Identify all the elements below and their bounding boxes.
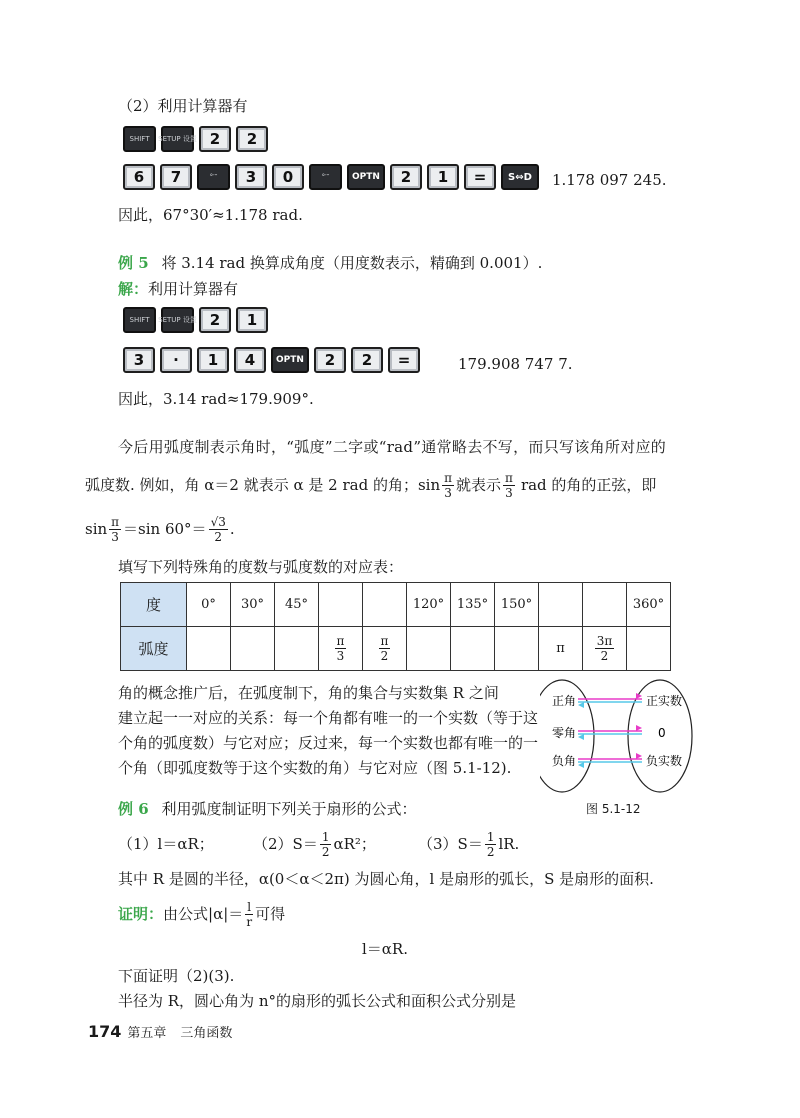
table-cell-radian	[583, 627, 627, 671]
fraction-pi-over-3	[503, 471, 515, 500]
frac-numerator: 1	[486, 829, 495, 844]
radian-value: π	[556, 641, 565, 656]
table-cell-radian	[539, 627, 583, 671]
frac-denominator: r	[246, 914, 253, 929]
example-5-label: 例 5	[118, 254, 149, 272]
solution-text: 利用计算器有	[148, 280, 239, 298]
fraction-sqrt3-over-2	[209, 515, 228, 544]
fraction-one-half	[485, 830, 497, 859]
calculator-key: °′″	[309, 164, 342, 190]
proof-label: 证明：	[118, 905, 164, 923]
para-text-b: 就表示	[456, 476, 502, 494]
frac-denominator: 3	[336, 649, 345, 663]
table-cell-radian	[187, 627, 231, 671]
frac-numerator: π	[336, 634, 345, 648]
sin-formula	[85, 512, 235, 546]
period: .	[229, 520, 235, 538]
calculator-key: ·	[160, 347, 192, 373]
table-cell-radian	[319, 627, 363, 671]
para-text-a: 弧度数. 例如，角 α＝2 就表示 α 是 2 rad 的角；sin	[85, 476, 441, 494]
sin-text: sin	[85, 520, 108, 538]
formula-2	[253, 830, 418, 859]
calculator-key: 2	[351, 347, 383, 373]
calculator-key: SETUP 设置	[161, 307, 194, 333]
frac-denominator: 2	[214, 529, 223, 544]
label-negative-angle: 负角	[552, 754, 577, 768]
calculator-key: 3	[235, 164, 267, 190]
calculator-key: 4	[234, 347, 266, 373]
example-5-text: 将 3.14 rad 换算成角度（用度数表示，精确到 0.001）.	[161, 254, 543, 272]
table-row-degrees	[121, 583, 671, 627]
frac-denominator: 2	[486, 844, 495, 859]
example-5	[118, 253, 542, 273]
example-6	[118, 799, 416, 819]
sector-formulas	[118, 826, 558, 862]
frac-denominator: 3	[505, 485, 513, 500]
label-negative-real: 负实数	[646, 754, 683, 768]
solution-line	[118, 279, 238, 299]
calculator-key: 2	[314, 347, 346, 373]
sin-equality: ＝sin 60°＝	[123, 520, 207, 538]
fill-table-prompt: 填写下列特殊角的度数与弧度数的对应表：	[118, 558, 404, 576]
frac-denominator: 3	[111, 529, 119, 544]
table-cell-degree: 150°	[495, 583, 539, 627]
fraction-one-half	[320, 830, 332, 859]
fraction-pi-over-3	[442, 471, 454, 500]
calculator-key: S⇔D	[501, 164, 539, 190]
table-cell-radian	[627, 627, 671, 671]
calc-intro-text: （2）利用计算器有	[118, 97, 248, 115]
frac-numerator: π	[111, 514, 120, 529]
calculator-key: °′″	[197, 164, 230, 190]
key-row-3	[123, 307, 268, 333]
key-row-1	[123, 126, 268, 152]
table-cell-degree: 135°	[451, 583, 495, 627]
proof-text-a: 由公式|α|＝	[163, 905, 244, 923]
mapping-figure	[540, 676, 700, 796]
table-cell-radian	[231, 627, 275, 671]
table-row-radians	[121, 627, 671, 671]
calculator-key: 1	[197, 347, 229, 373]
calculator-key: SHIFT	[123, 307, 156, 333]
calc-result-2: 179.908 747 7.	[458, 355, 573, 373]
arrowhead-icon	[636, 725, 642, 731]
calculator-key: 0	[272, 164, 304, 190]
calculator-key: 3	[123, 347, 155, 373]
calculator-key: 2	[390, 164, 422, 190]
frac-numerator: 1	[321, 829, 330, 844]
table-cell-degree	[539, 583, 583, 627]
paragraph-2-line: 建立起一一对应的关系：每一个角都有唯一的一个实数（等于这	[118, 709, 539, 727]
calculator-key: 2	[199, 307, 231, 333]
conclusion-1: 因此，67°30′≈1.178 rad.	[118, 206, 303, 224]
solution-label: 解：	[118, 280, 149, 298]
arrowhead-icon	[636, 753, 642, 759]
variables-explanation: 其中 R 是圆的半径，α(0＜α＜2π) 为圆心角，l 是扇形的弧长，S 是扇形的面积.	[118, 870, 654, 888]
table-cell-degree	[319, 583, 363, 627]
calculator-key: 7	[160, 164, 192, 190]
fraction-l-over-r	[245, 900, 253, 929]
calculator-key: 6	[123, 164, 155, 190]
calculator-key: 2	[199, 126, 231, 152]
label-zero-angle: 零角	[552, 726, 577, 740]
conclusion-2: 因此，3.14 rad≈179.909°.	[118, 390, 314, 408]
calc-result-1: 1.178 097 245.	[552, 171, 667, 189]
arc-formula-intro: 半径为 R，圆心角为 n°的扇形的弧长公式和面积公式分别是	[118, 992, 516, 1010]
frac-numerator: π	[505, 470, 513, 485]
frac-denominator: 2	[600, 649, 609, 663]
table-cell-degree: 30°	[231, 583, 275, 627]
table-head-degree: 度	[121, 583, 187, 627]
table-cell-degree: 120°	[407, 583, 451, 627]
example-6-label: 例 6	[118, 800, 149, 818]
table-cell-radian	[495, 627, 539, 671]
proof-equation: l＝αR.	[362, 940, 408, 958]
fraction-pi-over-3	[109, 515, 121, 544]
next-proof-text: 下面证明（2)(3).	[118, 967, 235, 985]
paragraph-1-line-1: 今后用弧度制表示角时，“弧度”二字或“rad”通常略去不写，而只写该角所对应的	[118, 438, 667, 456]
paragraph-2-line: 个角的弧度数）与它对应；反过来，每一个实数也都有唯一的一	[118, 734, 539, 752]
radian-fraction	[335, 634, 347, 663]
page-number: 174	[88, 1022, 122, 1041]
degree-radian-table	[120, 582, 671, 671]
table-cell-degree	[583, 583, 627, 627]
calculator-key: =	[388, 347, 420, 373]
arrowhead-icon	[578, 762, 584, 768]
frac-numerator: π	[444, 470, 453, 485]
table-head-radian: 弧度	[121, 627, 187, 671]
table-cell-degree: 0°	[187, 583, 231, 627]
formula-3-rhs: lR.	[498, 835, 520, 853]
formula-2-rhs: αR²；	[333, 835, 376, 853]
para-text-c: rad 的角的正弦，即	[520, 476, 657, 494]
radian-fraction	[595, 634, 615, 663]
formula-1: （1）l＝αR；	[118, 835, 214, 853]
frac-denominator: 2	[321, 844, 330, 859]
key-row-4	[123, 347, 420, 373]
paragraph-1-line-2	[85, 470, 656, 500]
page-footer	[88, 1022, 232, 1041]
chapter-label: 第五章	[127, 1026, 167, 1041]
paragraph-2-line: 角的概念推广后，在弧度制下，角的集合与实数集 R 之间	[118, 684, 499, 702]
calculator-key: SHIFT	[123, 126, 156, 152]
proof-text-b: 可得	[255, 905, 286, 923]
formula-3-lhs: （3）S＝	[418, 835, 483, 853]
arrowhead-icon	[578, 734, 584, 740]
radian-fraction	[379, 634, 391, 663]
table-cell-radian	[451, 627, 495, 671]
table-cell-radian	[275, 627, 319, 671]
formula-3	[418, 830, 519, 859]
key-row-2	[123, 164, 539, 190]
table-cell-radian	[407, 627, 451, 671]
calculator-key: OPTN	[347, 164, 385, 190]
proof-line	[118, 896, 285, 932]
calculator-key: 1	[236, 307, 268, 333]
frac-numerator: l	[247, 899, 252, 914]
frac-numerator: 3π	[596, 634, 613, 648]
frac-denominator: 3	[444, 485, 452, 500]
label-positive-real: 正实数	[646, 694, 683, 708]
label-zero-real: 0	[658, 726, 666, 740]
frac-numerator: √3	[210, 514, 226, 529]
figure-caption: 图 5.1-12	[586, 802, 641, 816]
frac-numerator: π	[380, 634, 389, 648]
table-cell-degree: 360°	[627, 583, 671, 627]
table-cell-degree	[363, 583, 407, 627]
example-6-text: 利用弧度制证明下列关于扇形的公式：	[161, 800, 417, 818]
table-cell-degree: 45°	[275, 583, 319, 627]
calculator-key: 1	[427, 164, 459, 190]
paragraph-2	[118, 681, 538, 781]
paragraph-2-line: 个角（即弧度数等于这个实数的角）与它对应（图 5.1-12).	[118, 759, 512, 777]
chapter-title: 三角函数	[180, 1026, 233, 1041]
frac-denominator: 2	[380, 649, 389, 663]
calculator-key: OPTN	[271, 347, 309, 373]
formula-2-lhs: （2）S＝	[253, 835, 318, 853]
label-positive-angle: 正角	[552, 694, 577, 708]
calculator-key: =	[464, 164, 496, 190]
table-cell-radian	[363, 627, 407, 671]
calculator-key: 2	[236, 126, 268, 152]
calculator-key: SETUP 设置	[161, 126, 194, 152]
arrowhead-icon	[578, 702, 584, 708]
